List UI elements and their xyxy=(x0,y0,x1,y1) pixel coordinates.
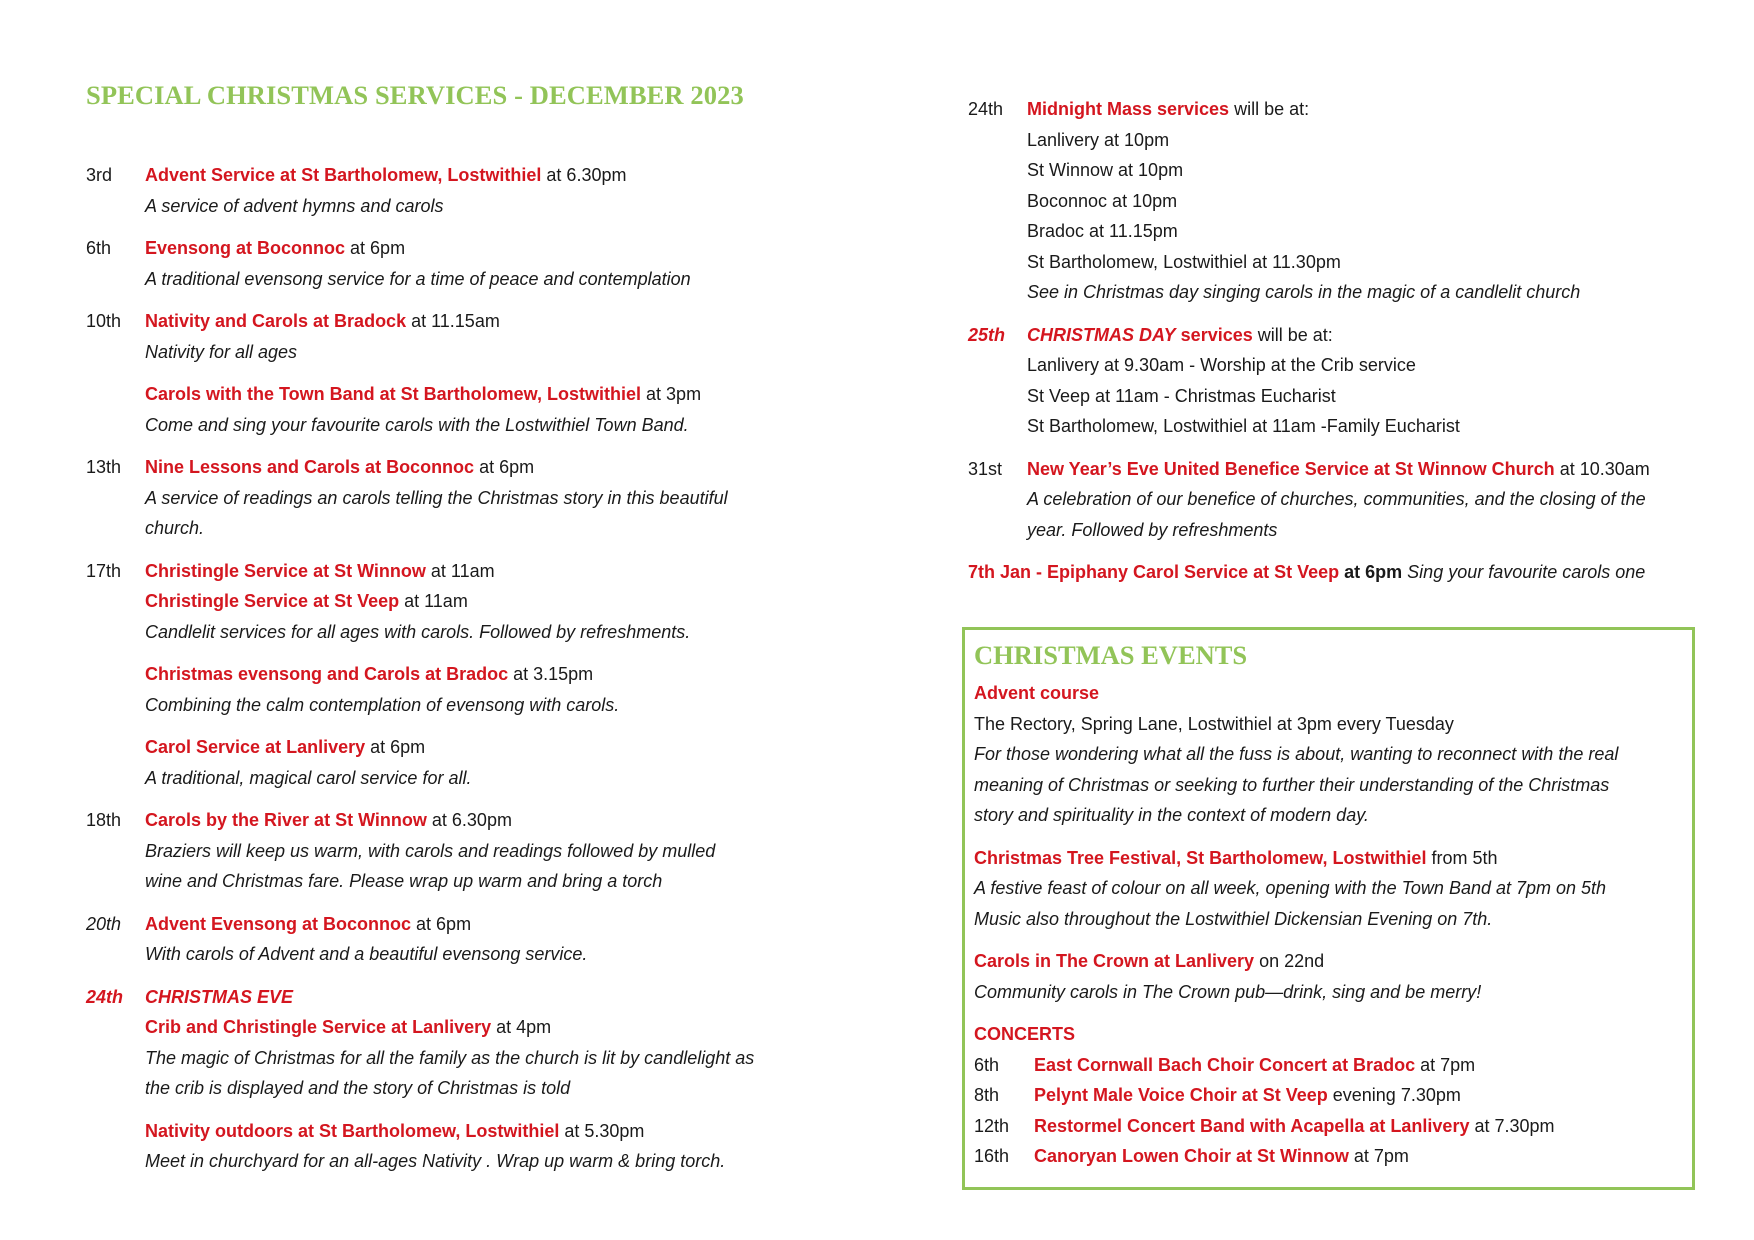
entry-line xyxy=(1027,247,1708,278)
service-entry xyxy=(86,233,826,294)
entry-line xyxy=(974,678,1683,709)
event-item xyxy=(974,946,1683,1007)
concert-row xyxy=(974,1080,1683,1111)
event-title: Christmas evensong and Carols at Bradoc xyxy=(145,664,509,684)
event-time: at 3.15pm xyxy=(508,664,594,684)
event-time: at 6.30pm xyxy=(426,810,512,830)
concert-row xyxy=(974,1050,1683,1081)
concert-row xyxy=(974,1111,1683,1142)
event-description: A celebration of our benefice of churches, communities, and the closing of the xyxy=(1027,489,1646,509)
event-time: at 11am xyxy=(425,560,495,581)
event-detail: Lanlivery at 9.30am - Worship at the Crib service xyxy=(1027,355,1416,375)
service-entry xyxy=(968,320,1708,442)
entry-date xyxy=(86,1116,145,1177)
event-time: at 3pm xyxy=(641,384,702,404)
event-title: Evensong at Boconnoc xyxy=(145,238,346,258)
entry-line xyxy=(1027,216,1708,247)
event-item xyxy=(974,843,1683,935)
concert-text xyxy=(1034,1111,1555,1142)
event-description: Meet in churchyard for an all-ages Nativity . Wrap up warm & bring torch. xyxy=(145,1151,726,1171)
service-entry xyxy=(86,452,826,544)
event-detail: St Winnow at 10pm xyxy=(1027,160,1184,180)
entry-body xyxy=(1027,320,1708,442)
entry-line xyxy=(145,690,826,721)
entry-line xyxy=(145,379,826,410)
entry-date xyxy=(86,732,145,793)
entry-body xyxy=(145,982,826,1104)
event-title: Advent course xyxy=(974,683,1100,703)
service-entry xyxy=(968,94,1708,308)
event-title: Midnight Mass services xyxy=(1027,99,1230,119)
entry-date: 10th xyxy=(86,311,122,331)
event-detail: Bradoc at 11.15pm xyxy=(1027,221,1178,241)
right-column-services xyxy=(968,94,1708,588)
entry-date xyxy=(86,379,145,440)
right-column-entries xyxy=(968,94,1708,545)
entry-body xyxy=(1027,94,1708,308)
event-description: Candlelit services for all ages with carols. Followed by refreshments. xyxy=(145,621,691,642)
entry-line xyxy=(145,982,826,1013)
entry-body xyxy=(145,732,826,793)
concert-title: Restormel Concert Band with Acapella at Lanlivery xyxy=(1034,1115,1470,1136)
entry-line xyxy=(1027,484,1708,515)
concert-title: Pelynt Male Voice Choir at St Veep xyxy=(1034,1085,1328,1105)
service-entry xyxy=(86,659,826,720)
entry-line xyxy=(1027,320,1708,351)
highlight-title: CHRISTMAS DAY xyxy=(1027,324,1176,345)
entry-line xyxy=(145,659,826,690)
event-title: Carol Service at Lanlivery xyxy=(145,737,366,757)
christmas-events-box xyxy=(962,627,1695,1190)
event-description: Braziers will keep us warm, with carols and readings followed by mulled xyxy=(145,840,716,861)
service-entry xyxy=(86,982,826,1104)
event-description: story and spirituality in the context of modern day. xyxy=(974,805,1369,825)
event-time: will be at: xyxy=(1229,99,1310,119)
event-description: Come and sing your favourite carols with the Lostwithiel Town Band. xyxy=(145,414,689,435)
event-description: See in Christmas day singing carols in the magic of a candlelit church xyxy=(1027,282,1581,302)
left-column-services xyxy=(86,160,826,1189)
entry-line xyxy=(974,709,1683,740)
entry-line xyxy=(145,866,826,897)
event-description: year. Followed by refreshments xyxy=(1027,519,1278,540)
service-entry xyxy=(86,379,826,440)
event-description: the crib is displayed and the story of Christmas is told xyxy=(145,1078,571,1098)
entry-date xyxy=(86,659,145,720)
event-title: services xyxy=(1175,324,1253,345)
event-detail: St Veep at 11am - Christmas Eucharist xyxy=(1027,385,1336,406)
event-time: at 6pm xyxy=(411,913,472,934)
service-entry xyxy=(86,306,826,367)
event-title: Christmas Tree Festival, St Bartholomew, Lostwithiel xyxy=(974,847,1427,868)
page-title: SPECIAL CHRISTMAS SERVICES - DECEMBER 2023 xyxy=(86,80,744,110)
event-description: For those wondering what all the fuss is about, wanting to reconnect with the real xyxy=(974,744,1619,764)
entry-date: 6th xyxy=(86,238,112,258)
entry-line xyxy=(145,939,826,970)
entry-line xyxy=(974,946,1683,977)
entry-line xyxy=(145,805,826,836)
entry-line xyxy=(1027,454,1708,485)
entry-line xyxy=(974,843,1683,874)
concert-text xyxy=(1034,1050,1475,1081)
entry-date: 3rd xyxy=(86,165,113,185)
event-description: Music also throughout the Lostwithiel Dickensian Evening on 7th. xyxy=(974,908,1493,929)
entry-line xyxy=(145,836,826,867)
epiphany-service xyxy=(968,557,1708,588)
event-description: meaning of Christmas or seeking to further their understanding of the Christmas xyxy=(974,774,1610,795)
service-entry xyxy=(86,1116,826,1177)
entry-line xyxy=(145,909,826,940)
entry-line xyxy=(145,732,826,763)
entry-line xyxy=(145,513,826,544)
entry-body xyxy=(1027,454,1708,546)
events-list xyxy=(974,678,1683,1007)
event-title: Crib and Christingle Service at Lanlivery xyxy=(145,1017,492,1037)
entry-line xyxy=(145,556,826,587)
entry-line xyxy=(145,337,826,368)
entry-date: 18th xyxy=(86,810,122,830)
concert-text xyxy=(1034,1080,1461,1111)
event-time: at 5.30pm xyxy=(559,1120,645,1141)
epiphany-time: at 6pm xyxy=(1339,562,1403,582)
concerts-label: CONCERTS xyxy=(974,1024,1076,1044)
event-time: at 6pm xyxy=(345,238,406,258)
event-title: Christingle Service at St Winnow xyxy=(145,560,426,581)
service-entry xyxy=(86,556,826,648)
epiphany-title: 7th Jan - Epiphany Carol Service at St Veep xyxy=(968,562,1340,582)
entry-line xyxy=(145,306,826,337)
event-title: Advent Service at St Bartholomew, Lostwithiel xyxy=(145,165,542,185)
event-description: Combining the calm contemplation of evensong with carols. xyxy=(145,694,620,715)
entry-line xyxy=(145,264,826,295)
entry-line xyxy=(974,873,1683,904)
entry-body xyxy=(145,556,826,648)
event-description: A service of advent hymns and carols xyxy=(145,195,444,216)
concert-date: 8th xyxy=(974,1085,1000,1105)
entry-line xyxy=(1027,186,1708,217)
event-detail: Lanlivery at 10pm xyxy=(1027,129,1170,150)
entry-line xyxy=(1027,350,1708,381)
event-time: at 6pm xyxy=(365,737,426,757)
event-description: With carols of Advent and a beautiful evensong service. xyxy=(145,944,588,964)
event-description: A festive feast of colour on all week, opening with the Town Band at 7pm on 5th xyxy=(974,878,1607,898)
entry-line xyxy=(145,1116,826,1147)
concerts-list xyxy=(974,1050,1683,1172)
event-detail: The Rectory, Spring Lane, Lostwithiel at 3pm every Tuesday xyxy=(974,713,1454,734)
entry-line xyxy=(1027,125,1708,156)
entry-body xyxy=(145,452,826,544)
entry-line xyxy=(145,763,826,794)
entry-line xyxy=(145,233,826,264)
entry-line xyxy=(1027,94,1708,125)
event-time: at 10.30am xyxy=(1554,458,1650,479)
entry-line xyxy=(145,1012,826,1043)
entry-date: 20th xyxy=(86,913,122,934)
concert-time: at 7pm xyxy=(1348,1146,1409,1166)
service-entry xyxy=(86,805,826,897)
event-time: will be at: xyxy=(1252,324,1333,345)
concert-date: 12th xyxy=(974,1115,1010,1136)
entry-line xyxy=(145,1073,826,1104)
concert-date: 16th xyxy=(974,1146,1010,1166)
entry-body xyxy=(145,379,826,440)
entry-line xyxy=(974,800,1683,831)
event-description: church. xyxy=(145,518,205,538)
entry-line xyxy=(974,739,1683,770)
event-description: Community carols in The Crown pub—drink, sing and be merry! xyxy=(974,981,1482,1002)
event-time: at 6pm xyxy=(474,457,535,477)
entry-body xyxy=(145,160,826,221)
event-time: at 6.30pm xyxy=(541,165,627,185)
event-title: Carols by the River at St Winnow xyxy=(145,810,427,830)
entry-line xyxy=(145,1146,826,1177)
entry-body xyxy=(145,805,826,897)
service-entry xyxy=(86,732,826,793)
entry-body xyxy=(145,659,826,720)
entry-line xyxy=(145,452,826,483)
event-time: at 4pm xyxy=(491,1017,552,1037)
concert-title: Canoryan Lowen Choir at St Winnow xyxy=(1034,1146,1349,1166)
entry-line xyxy=(145,160,826,191)
event-title: Nativity and Carols at Bradock xyxy=(145,311,407,331)
concert-time: evening 7.30pm xyxy=(1327,1085,1461,1105)
entry-body xyxy=(145,233,826,294)
event-title: Advent Evensong at Boconnoc xyxy=(145,913,412,934)
event-description: Nativity for all ages xyxy=(145,341,298,362)
entry-line xyxy=(1027,411,1708,442)
concert-row xyxy=(974,1141,1683,1172)
entry-date: 17th xyxy=(86,560,122,581)
event-description: A traditional evensong service for a time of peace and contemplation xyxy=(145,268,691,289)
concert-text xyxy=(1034,1141,1409,1172)
entry-date: 25th xyxy=(968,324,1006,345)
event-time: on 22nd xyxy=(1254,951,1325,971)
entry-line xyxy=(1027,155,1708,186)
event-description: A traditional, magical carol service for all. xyxy=(145,767,472,788)
event-title: Carols in The Crown at Lanlivery xyxy=(974,951,1255,971)
event-title: Carols with the Town Band at St Bartholomew, Lostwithiel xyxy=(145,384,642,404)
entry-date: 24th xyxy=(968,99,1004,119)
event-detail: Boconnoc at 10pm xyxy=(1027,190,1178,211)
entry-line xyxy=(145,586,826,617)
entry-line xyxy=(1027,381,1708,412)
entry-body xyxy=(145,1116,826,1177)
events-title: CHRISTMAS EVENTS xyxy=(974,640,1248,670)
entry-line xyxy=(974,770,1683,801)
event-item xyxy=(974,678,1683,831)
entry-line xyxy=(1027,515,1708,546)
event-time: at 11am xyxy=(399,591,468,611)
concert-time: at 7pm xyxy=(1415,1054,1476,1075)
entry-line xyxy=(974,977,1683,1008)
highlight-title: CHRISTMAS EVE xyxy=(145,986,294,1007)
event-title: Nine Lessons and Carols at Boconnoc xyxy=(145,457,475,477)
entry-date: 24th xyxy=(86,986,124,1007)
service-entry xyxy=(968,454,1708,546)
event-time: at 11.15am xyxy=(406,311,500,331)
event-description: The magic of Christmas for all the family as the church is lit by candlelight as xyxy=(145,1047,755,1068)
event-time: from 5th xyxy=(1426,847,1498,868)
entry-line xyxy=(145,617,826,648)
entry-line xyxy=(145,483,826,514)
epiphany-description: Sing your favourite carols one xyxy=(1402,562,1646,582)
entry-body xyxy=(145,306,826,367)
event-description: A service of readings an carols telling the Christmas story in this beautiful xyxy=(145,487,728,508)
entry-line xyxy=(145,1043,826,1074)
event-detail: St Bartholomew, Lostwithiel at 11am -Family Eucharist xyxy=(1027,416,1460,436)
event-title: New Year’s Eve United Benefice Service at St Winnow Church xyxy=(1027,458,1555,479)
entry-date: 13th xyxy=(86,457,122,477)
event-title: Christingle Service at St Veep xyxy=(145,591,400,611)
entry-line xyxy=(145,410,826,441)
concert-date: 6th xyxy=(974,1054,1000,1075)
event-title: Nativity outdoors at St Bartholomew, Lostwithiel xyxy=(145,1120,560,1141)
entry-line xyxy=(1027,277,1708,308)
entry-line xyxy=(974,904,1683,935)
entry-body xyxy=(145,909,826,970)
service-entry xyxy=(86,160,826,221)
service-entry xyxy=(86,909,826,970)
event-detail: St Bartholomew, Lostwithiel at 11.30pm xyxy=(1027,251,1341,272)
concert-title: East Cornwall Bach Choir Concert at Bradoc xyxy=(1034,1054,1416,1075)
concert-time: at 7.30pm xyxy=(1469,1115,1555,1136)
event-description: wine and Christmas fare. Please wrap up warm and bring a torch xyxy=(145,871,663,891)
entry-line xyxy=(145,191,826,222)
entry-date: 31st xyxy=(968,458,1003,479)
